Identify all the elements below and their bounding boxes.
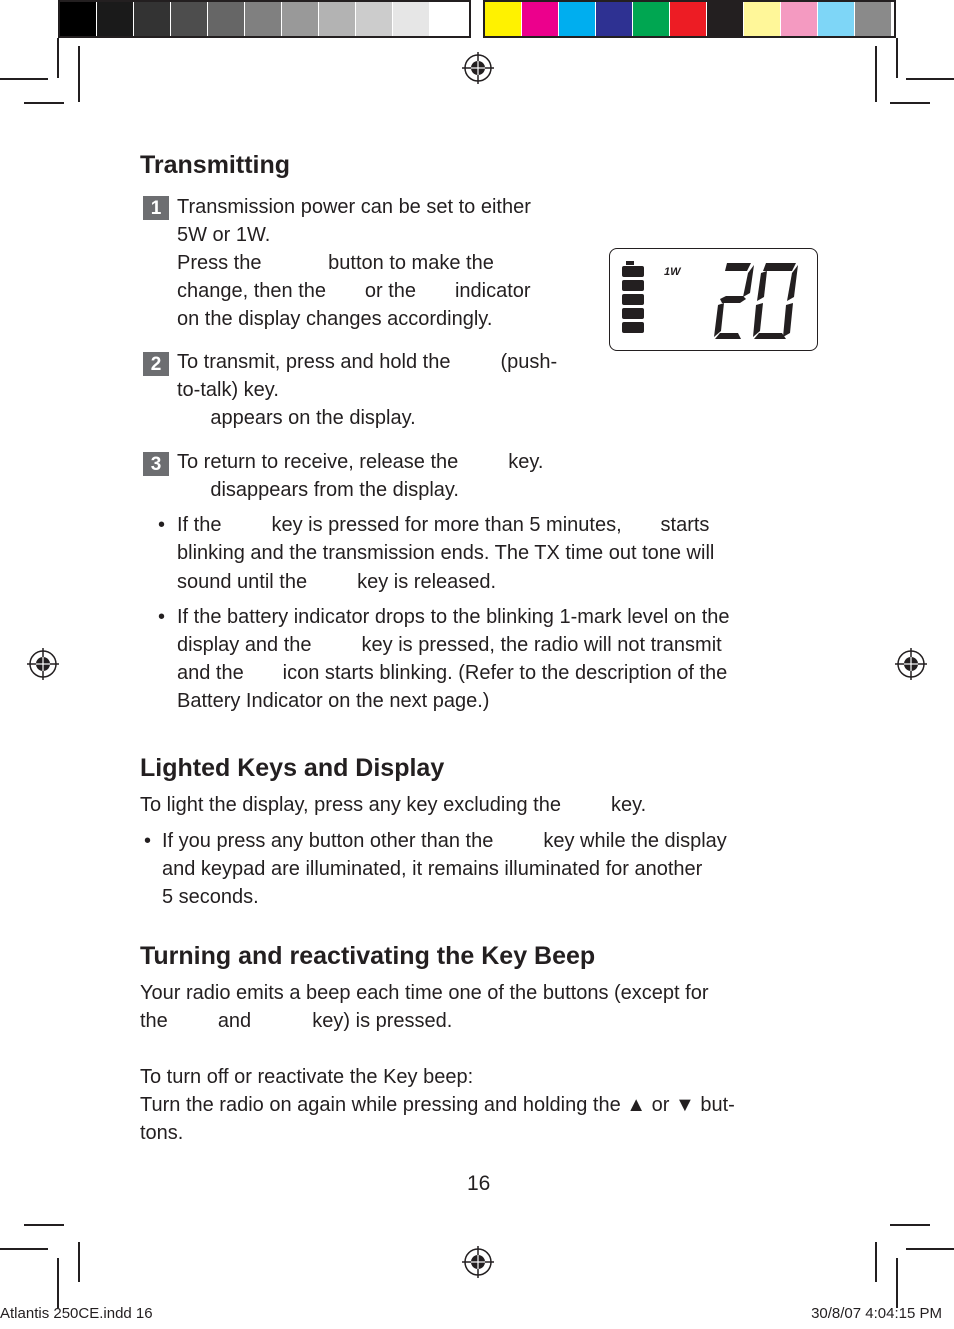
crop-mark bbox=[906, 1248, 954, 1250]
section-title-key-beep: Turning and reactivating the Key Beep bbox=[140, 942, 596, 970]
step1-line: Press the button to make the bbox=[177, 252, 494, 274]
registration-mark-icon bbox=[895, 648, 927, 680]
bullet2-line: and the icon starts blinking. (Refer to the description of the bbox=[177, 662, 728, 684]
color-calibration-bar bbox=[483, 0, 896, 38]
crop-mark bbox=[57, 38, 59, 78]
crop-mark bbox=[890, 102, 930, 104]
crop-mark bbox=[24, 1224, 64, 1226]
step1-line: on the display changes accordingly. bbox=[177, 308, 493, 330]
section-title-lighted: Lighted Keys and Display bbox=[140, 754, 445, 782]
bullet-icon: • bbox=[158, 514, 166, 536]
color-swatch bbox=[245, 2, 282, 36]
channel-digit-0 bbox=[753, 263, 798, 339]
color-swatch bbox=[559, 2, 596, 36]
step-badge-1: 1 bbox=[143, 196, 169, 220]
crop-mark bbox=[890, 1224, 930, 1226]
color-swatch bbox=[522, 2, 559, 36]
crop-mark bbox=[906, 78, 954, 80]
color-swatch bbox=[633, 2, 670, 36]
beep-para1-line: Your radio emits a beep each time one of the buttons (except for bbox=[140, 982, 709, 1004]
step2-line: appears on the display. bbox=[177, 407, 416, 429]
down-arrow-icon: ▼ bbox=[674, 1094, 695, 1116]
step1-line: Transmission power can be set to either bbox=[177, 196, 531, 218]
bullet2-line: If the battery indicator drops to the blinking 1-mark level on the bbox=[177, 606, 730, 628]
lighted-intro: To light the display, press any key excluding the key. bbox=[140, 794, 647, 816]
color-swatch bbox=[282, 2, 319, 36]
beep-para2-line: tons. bbox=[140, 1122, 184, 1144]
lcd-graphic bbox=[610, 249, 816, 349]
crop-mark bbox=[78, 1242, 80, 1282]
color-swatch bbox=[744, 2, 781, 36]
color-swatch bbox=[171, 2, 208, 36]
footer-timestamp: 30/8/07 4:04:15 PM bbox=[811, 1305, 942, 1322]
bullet1-line: sound until the key is released. bbox=[177, 571, 497, 593]
bullet1-line: blinking and the transmission ends. The TX time out tone will bbox=[177, 542, 715, 564]
crop-mark bbox=[0, 78, 48, 80]
color-swatch bbox=[485, 2, 522, 36]
registration-mark-icon bbox=[27, 648, 59, 680]
registration-mark-icon bbox=[462, 52, 494, 84]
crop-mark bbox=[0, 1248, 48, 1250]
beep-para2-line: To turn off or reactivate the Key beep: bbox=[140, 1066, 474, 1088]
beep-para2-line bbox=[140, 1091, 735, 1119]
crop-mark bbox=[896, 1258, 898, 1308]
registration-mark-icon bbox=[462, 1246, 494, 1278]
crop-mark bbox=[875, 46, 877, 102]
crop-mark bbox=[78, 46, 80, 102]
grayscale-calibration-bar bbox=[58, 0, 471, 38]
footer-file-info: Atlantis 250CE.indd 16 bbox=[0, 1305, 153, 1322]
crop-mark bbox=[896, 38, 898, 78]
bullet-icon: • bbox=[158, 606, 166, 628]
crop-mark bbox=[57, 1258, 59, 1308]
lighted-bullet-line: If you press any button other than the key while the display bbox=[162, 830, 727, 852]
beep-para1-line: the and key) is pressed. bbox=[140, 1010, 453, 1032]
lcd-display-illustration bbox=[609, 248, 818, 351]
step1-line: change, then the or the indicator bbox=[177, 280, 531, 302]
section-title-transmitting: Transmitting bbox=[140, 151, 291, 179]
step3-line: To return to receive, release the key. bbox=[177, 451, 544, 473]
color-swatch bbox=[356, 2, 393, 36]
power-level-label: 1W bbox=[664, 266, 681, 278]
color-swatch bbox=[855, 2, 892, 36]
color-swatch bbox=[134, 2, 171, 36]
color-swatch bbox=[208, 2, 245, 36]
color-swatch bbox=[596, 2, 633, 36]
bullet2-line: display and the key is pressed, the radio will not transmit bbox=[177, 634, 722, 656]
color-swatch bbox=[97, 2, 134, 36]
color-swatch bbox=[319, 2, 356, 36]
up-arrow-icon: ▲ bbox=[626, 1094, 647, 1116]
bullet1-line: If the key is pressed for more than 5 minutes, starts bbox=[177, 514, 710, 536]
color-swatch bbox=[781, 2, 818, 36]
page-number: 16 bbox=[467, 1172, 491, 1195]
color-swatch bbox=[707, 2, 744, 36]
step1-line: 5W or 1W. bbox=[177, 224, 271, 246]
lighted-bullet-line: and keypad are illuminated, it remains illuminated for another bbox=[162, 858, 703, 880]
channel-digit-2 bbox=[714, 263, 754, 339]
bullet-icon: • bbox=[144, 830, 152, 852]
color-swatch bbox=[60, 2, 97, 36]
step2-line: To transmit, press and hold the (push- bbox=[177, 351, 558, 373]
color-swatch bbox=[818, 2, 855, 36]
buttons-text: but- bbox=[700, 1094, 735, 1116]
beep-instruction-text: Turn the radio on again while pressing and holding the bbox=[140, 1094, 621, 1116]
lighted-bullet-line: 5 seconds. bbox=[162, 886, 259, 908]
bullet2-line: Battery Indicator on the next page.) bbox=[177, 690, 490, 712]
step-badge-2: 2 bbox=[143, 352, 169, 376]
step-badge-3: 3 bbox=[143, 452, 169, 476]
step3-line: disappears from the display. bbox=[177, 479, 459, 501]
or-text: or bbox=[651, 1094, 670, 1116]
color-swatch bbox=[430, 2, 467, 36]
battery-indicator-icon bbox=[622, 261, 644, 333]
color-swatch bbox=[393, 2, 430, 36]
color-swatch bbox=[670, 2, 707, 36]
crop-mark bbox=[24, 102, 64, 104]
crop-mark bbox=[875, 1242, 877, 1282]
step2-line: to-talk) key. bbox=[177, 379, 279, 401]
